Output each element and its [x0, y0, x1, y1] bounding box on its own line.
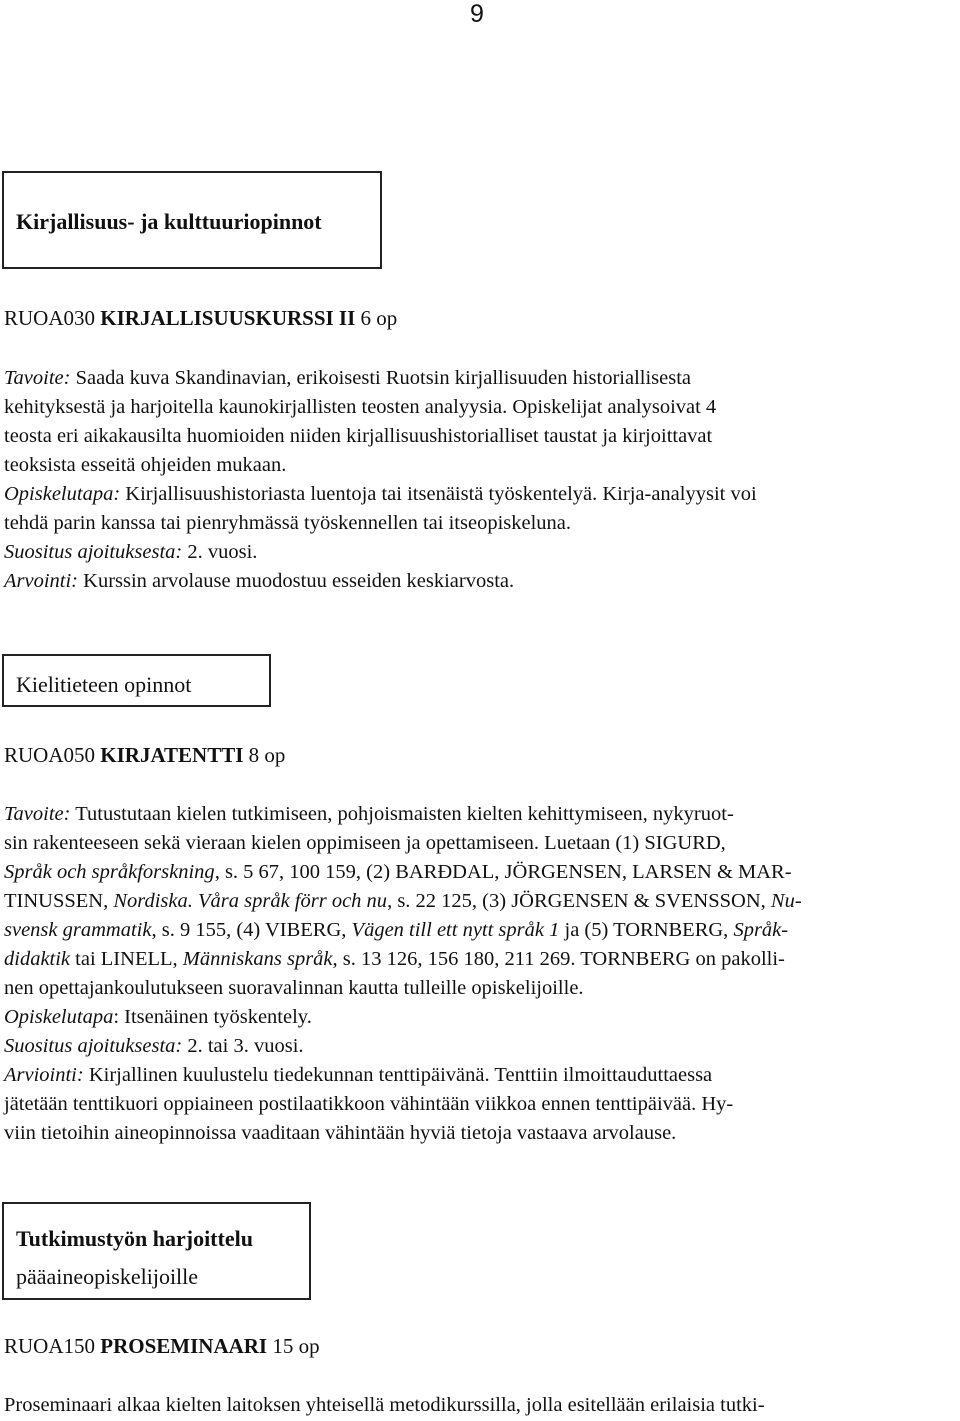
opiskelutapa-text: Kirjallisuushistoriasta luentoja tai itsenäistä työskentelyä. Kirja-analyysit voi — [120, 483, 757, 505]
text-span: , s. 13 126, 156 180, 211 269. TORNBERG on pakolli- — [332, 948, 785, 970]
course-name: KIRJALLISUUSKURSSI II — [100, 306, 356, 330]
section-heading: Tutkimustyön harjoittelu — [16, 1226, 253, 1251]
text-span: tai LINELL, — [70, 948, 183, 970]
suositus-label: Suositus ajoituksesta: — [4, 541, 183, 563]
book-title: Nu- — [770, 890, 802, 912]
text-line — [4, 800, 734, 829]
opiskelutapa-line — [4, 1003, 312, 1032]
opiskelutapa-line-1 — [4, 480, 757, 509]
course-code: RUOA050 — [4, 743, 96, 767]
book-title: Språk- — [733, 919, 789, 941]
book-title: Vägen till ett nytt språk 1 — [351, 919, 560, 941]
course-name: PROSEMINAARI — [100, 1334, 268, 1358]
text-span: , s. 9 155, (4) VIBERG, — [151, 919, 352, 941]
arviointi-line — [4, 567, 514, 596]
book-title: Människans språk — [182, 948, 333, 970]
suositus-value: 2. tai 3. vuosi. — [182, 1035, 304, 1057]
arviointi-label: Arvointi: — [4, 570, 79, 592]
course-credits: 15 op — [272, 1334, 320, 1358]
text-span: ja (5) TORNBERG, — [559, 919, 734, 941]
course-credits: 6 op — [360, 306, 398, 330]
arviointi-text: Kirjallinen kuulustelu tiedekunnan tenttipäivänä. Tenttiin ilmoittauduttaessa — [83, 1064, 713, 1086]
text-line — [4, 945, 785, 974]
suositus-label: Suositus ajoituksesta: — [4, 1035, 183, 1057]
suositus-line — [4, 538, 257, 567]
suositus-value: 2. vuosi. — [182, 541, 258, 563]
course-credits: 8 op — [248, 743, 286, 767]
book-title: didaktik — [4, 948, 71, 970]
course-title — [4, 304, 397, 333]
section-heading: Kielitieteen opinnot — [16, 672, 192, 697]
text-span: TINUSSEN, — [4, 890, 114, 912]
arviointi-label: Arviointi: — [4, 1064, 84, 1086]
section-heading: Kirjallisuus- ja kulttuuriopinnot — [16, 209, 322, 234]
course-code: RUOA030 — [4, 306, 96, 330]
text-span: , s. 5 67, 100 159, (2) BARÐDAL, JÖRGENSEN, LARSEN & MAR- — [214, 861, 792, 883]
opiskelutapa-line-2: tehdä parin kanssa tai pienryhmässä työskennellen tai itseopiskeluna. — [4, 512, 572, 534]
tavoite-text: Saada kuva Skandinavian, erikoisesti Ruotsin kirjallisuuden historiallisesta — [70, 367, 692, 389]
book-title: svensk grammatik — [4, 919, 152, 941]
tavoite-text: Tutustutaan kielen tutkimiseen, pohjoismaisten kielten kehittymiseen, nykyruot- — [70, 803, 734, 825]
tavoite-line-3: teosta eri aikakausilta huomioiden niiden kirjallisuushistorialliset taustat ja kirjoittavat — [4, 425, 713, 447]
page-number: 9 — [470, 0, 484, 28]
arviointi-line: jätetään tenttikuori oppiaineen postilaatikkoon vähintään viikkoa ennen tenttipäivää. Hy- — [4, 1093, 734, 1115]
tavoite-line-1 — [4, 364, 691, 393]
section-heading-box — [2, 171, 382, 269]
course-name: KIRJATENTTI — [100, 743, 244, 767]
section-heading-box — [2, 1202, 311, 1300]
text-line: Proseminaari alkaa kielten laitoksen yhteisellä metodikurssilla, jolla esitellään erilaisia tutki- — [4, 1394, 765, 1416]
course-title — [4, 741, 285, 770]
text-line: sin rakenteeseen sekä vieraan kielen oppimiseen ja opettamiseen. Luetaan (1) SIGURD, — [4, 832, 726, 854]
arviointi-line: viin tietoihin aineopinnoissa vaaditaan vähintään hyviä tietoja vastaava arvolause. — [4, 1122, 677, 1144]
section-subheading: pääaineopiskelijoille — [16, 1264, 199, 1289]
text-line — [4, 916, 788, 945]
book-title: Språk och språkforskning — [4, 861, 215, 883]
tavoite-label: Tavoite: — [4, 367, 71, 389]
tavoite-line-4: teoksista esseitä ohjeiden mukaan. — [4, 454, 287, 476]
text-span: , s. 22 125, (3) JÖRGENSEN & SVENSSON, — [387, 890, 771, 912]
arviointi-line — [4, 1061, 712, 1090]
course-code: RUOA150 — [4, 1334, 96, 1358]
opiskelutapa-value: : Itsenäinen työskentely. — [113, 1006, 312, 1028]
arviointi-value: Kurssin arvolause muodostuu esseiden keskiarvosta. — [78, 570, 515, 592]
opiskelutapa-label: Opiskelutapa: — [4, 483, 121, 505]
tavoite-label: Tavoite: — [4, 803, 71, 825]
text-line — [4, 887, 802, 916]
text-line: nen opettajankoulutukseen suoravalinnan kautta tulleille opiskelijoille. — [4, 977, 584, 999]
course-title — [4, 1332, 320, 1361]
book-title: Nordiska. Våra språk förr och nu — [113, 890, 388, 912]
suositus-line — [4, 1032, 304, 1061]
tavoite-line-2: kehityksestä ja harjoitella kaunokirjallisten teosten analyysia. Opiskelijat analysoivat 4 — [4, 396, 717, 418]
section-heading-box — [2, 654, 271, 707]
opiskelutapa-label: Opiskelutapa — [4, 1006, 114, 1028]
text-line — [4, 858, 792, 887]
